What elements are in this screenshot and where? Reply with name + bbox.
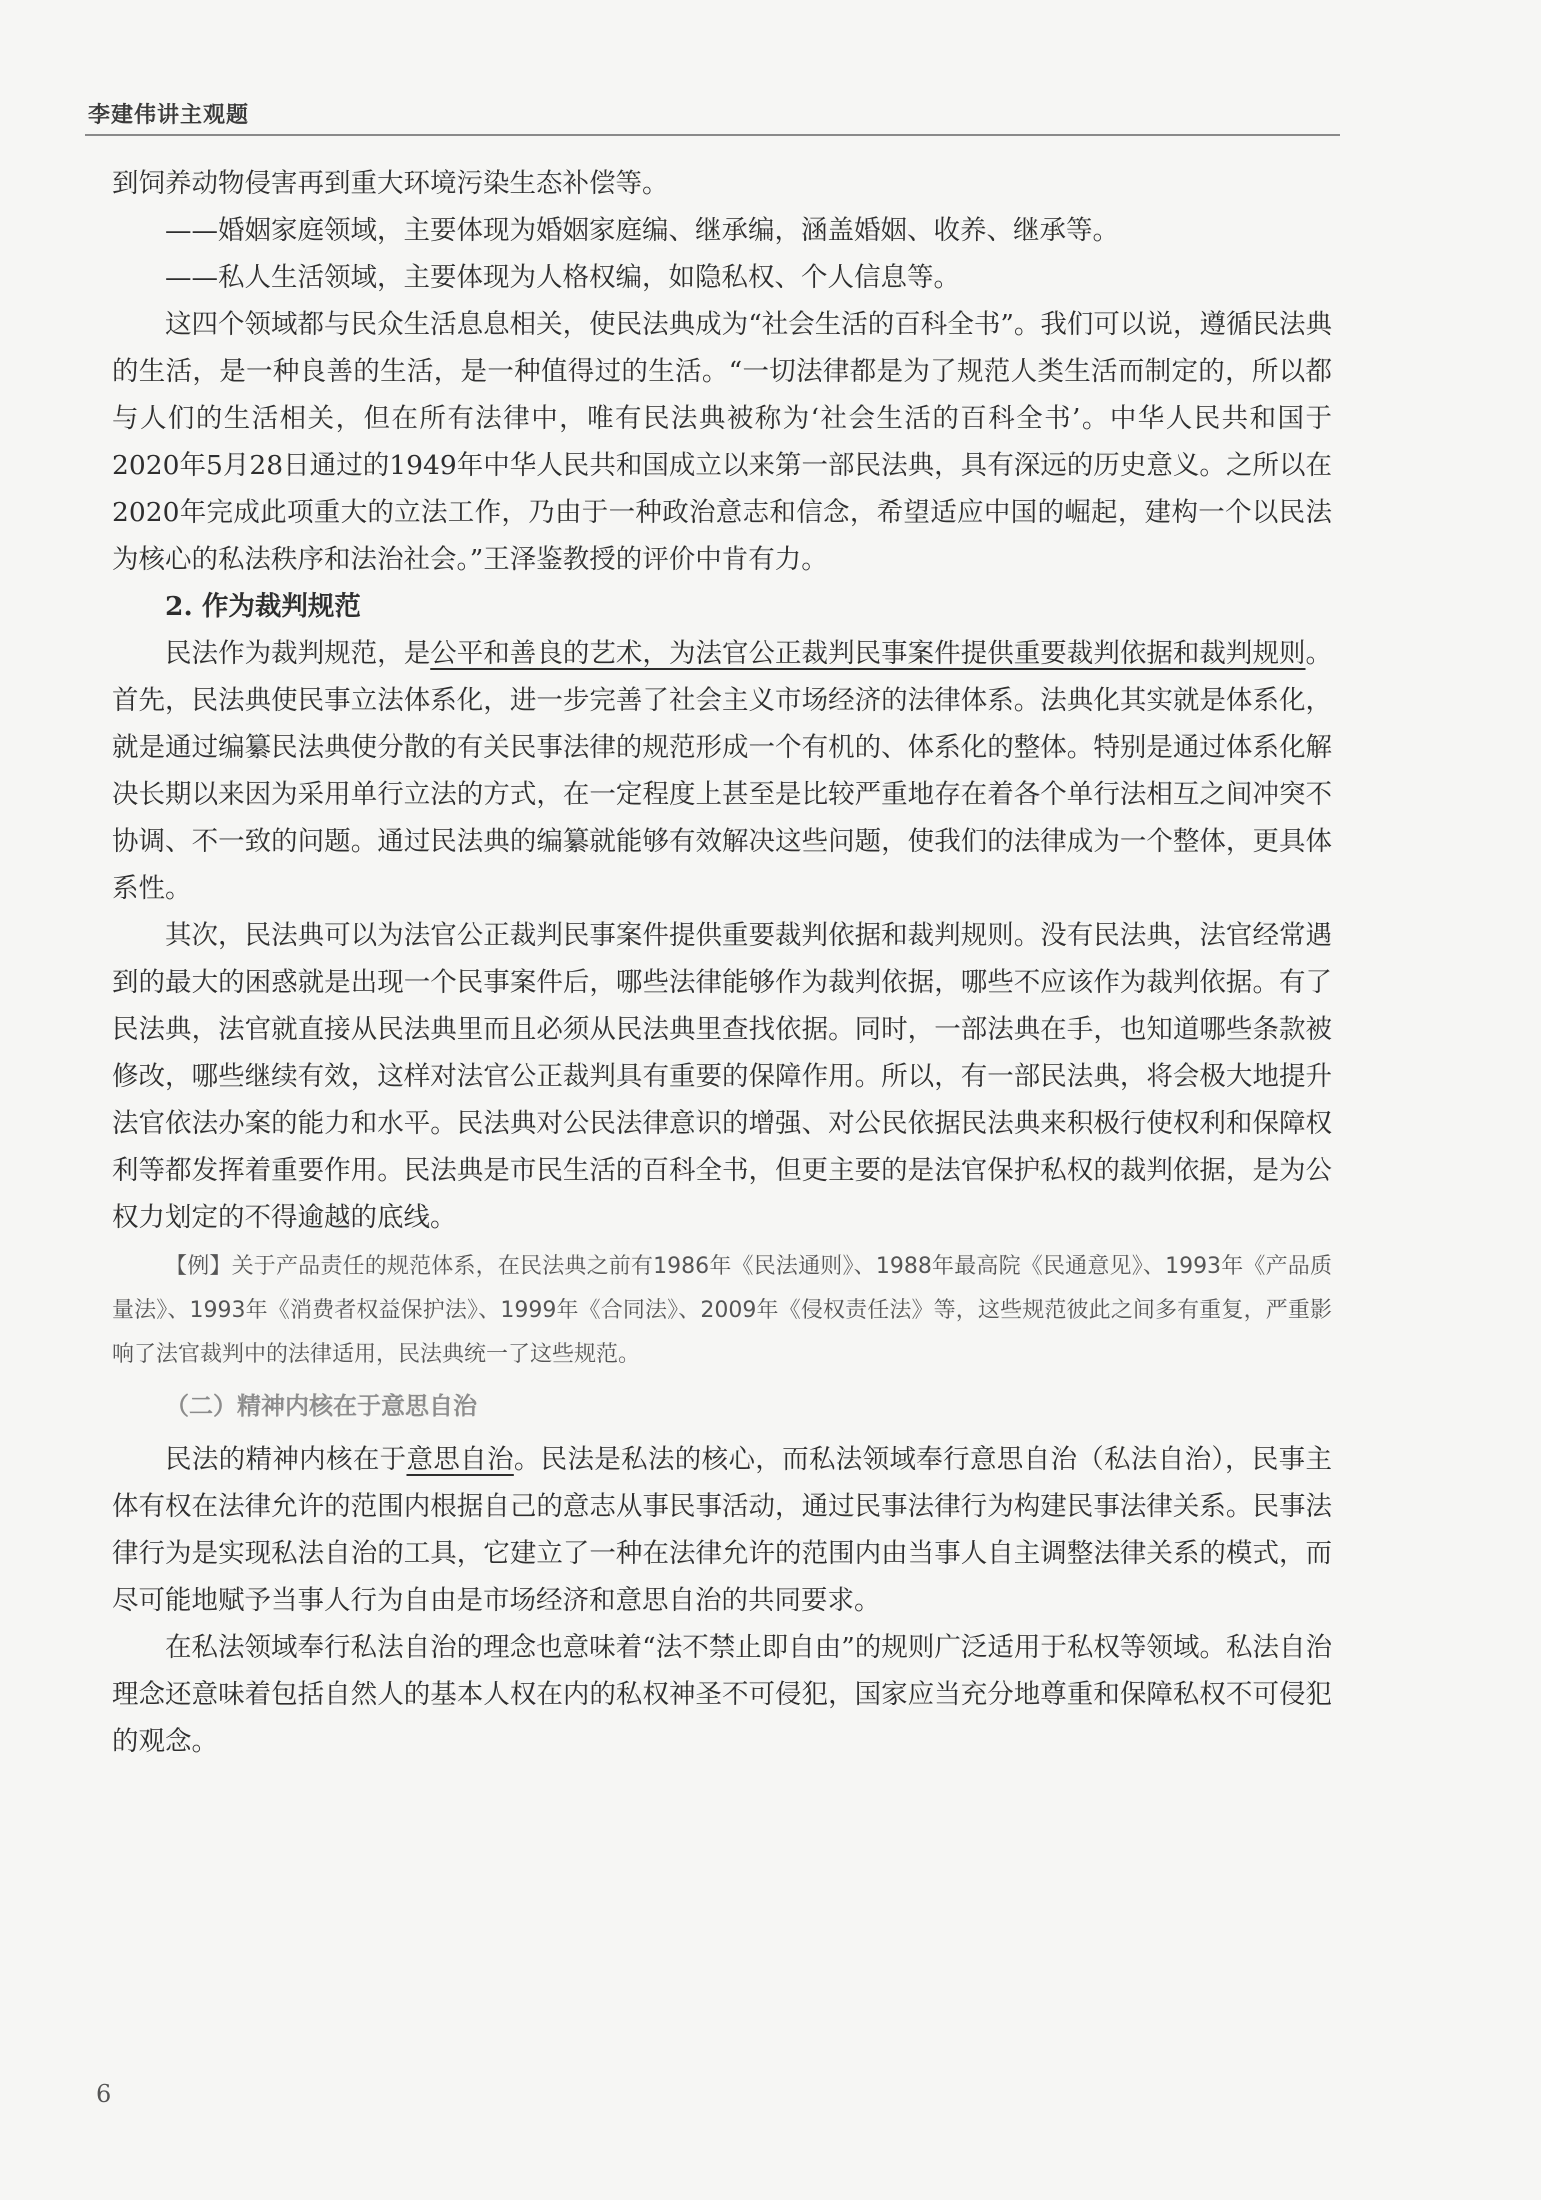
paragraph-four-domains: 这四个领域都与民众生活息息相关，使民法典成为“社会生活的百科全书”。我们可以说，遵循民法典的生活，是一种良善的生活，是一种值得过的生活。“一切法律都是为了规范人类生活而制定的，所以都与人们的生活相关，但在所有法律中，唯有民法典被称为‘社会生活的百科全书’。中华人民共和国于2020年5月28日通过的1949年中华人民共和国成立以来第一部民法典，具有深远的历史意义。之所以在2020年完成此项重大的立法工作，乃由于一种政治意志和信念，希望适应中国的崛起，建构一个以民法为核心的私法秩序和法治社会。”王泽鉴教授的评价中肯有力。 [112, 309, 1332, 575]
subheading-adjudication-norm: 2. 作为裁判规范 [165, 591, 361, 622]
list-item-marriage-family: ——婚姻家庭领域，主要体现为婚姻家庭编、继承编，涵盖婚姻、收养、继承等。 [165, 215, 1119, 246]
body-text [112, 160, 1332, 1765]
paragraph-continuation: 到饲养动物侵害再到重大环境污染生态补偿等。 [112, 168, 669, 199]
section-heading-autonomy: （二）精神内核在于意思自治 [165, 1392, 477, 1420]
underlined-text: 意思自治 [406, 1444, 514, 1475]
paragraph-second: 其次，民法典可以为法官公正裁判民事案件提供重要裁判依据和裁判规则。没有民法典，法官经常遇到的最大的困惑就是出现一个民事案件后，哪些法律能够作为裁判依据，哪些不应该作为裁判依据。有了民法典，法官就直接从民法典里而且必须从民法典里查找依据。同时，一部法典在手，也知道哪些条款被修改，哪些继续有效，这样对法官公正裁判具有重要的保障作用。所以，有一部民法典，将会极大地提升法官依法办案的能力和水平。民法典对公民法律意识的增强、对公民依据民法典来积极行使权利和保障权利等都发挥着重要作用。民法典是市民生活的百科全书，但更主要的是法官保护私权的裁判依据，是为公权力划定的不得逾越的底线。 [112, 920, 1332, 1233]
text-segment: 。民法是私法的核心，而私法领域奉行意思自治（私法自治），民事主体有权在法律允许的范围内根据自己的意志从事民事活动，通过民事法律行为构建民事法律关系。民事法律行为是实现私法自治的工具，它建立了一种在法律允许的范围内由当事人自主调整法律关系的模式，而尽可能地赋予当事人行为自由是市场经济和意思自治的共同要求。 [112, 1444, 1333, 1616]
list-item-private-life: ——私人生活领域，主要体现为人格权编，如隐私权、个人信息等。 [165, 262, 960, 293]
page-number: 6 [96, 2080, 112, 2108]
underlined-text: 公平和善良的艺术，为法官公正裁判民事案件提供重要裁判依据和裁判规则 [430, 638, 1306, 669]
header-divider [85, 134, 1340, 136]
running-header: 李建伟讲主观题 [88, 103, 250, 128]
paragraph-adjudication [112, 630, 1332, 912]
text-segment: 。首先，民法典使民事立法体系化，进一步完善了社会主义市场经济的法律体系。法典化其实就是体系化，就是通过编纂民法典使分散的有关民事法律的规范形成一个有机的、体系化的整体。特别是通过体系化解决长期以来因为采用单行立法的方式，在一定程度上甚至是比较严重地存在着各个单行法相互之间冲突不协调、不一致的问题。通过民法典的编纂就能够有效解决这些问题，使我们的法律成为一个整体，更具体系性。 [112, 638, 1333, 904]
example-note: 【例】关于产品责任的规范体系，在民法典之前有1986年《民法通则》、1988年最高院《民通意见》、1993年《产品质量法》、1993年《消费者权益保护法》、1999年《合同法》、2009年《侵权责任法》等，这些规范彼此之间多有重复，严重影响了法官裁判中的法律适用，民法典统一了这些规范。 [112, 1254, 1332, 1367]
text-segment: 民法作为裁判规范，是 [165, 638, 431, 669]
paragraph-autonomy [112, 1436, 1332, 1624]
text-segment: 民法的精神内核在于 [165, 1444, 407, 1475]
paragraph-private-law: 在私法领域奉行私法自治的理念也意味着“法不禁止即自由”的规则广泛适用于私权等领域。私法自治理念还意味着包括自然人的基本人权在内的私权神圣不可侵犯，国家应当充分地尊重和保障私权不可侵犯的观念。 [112, 1632, 1332, 1757]
